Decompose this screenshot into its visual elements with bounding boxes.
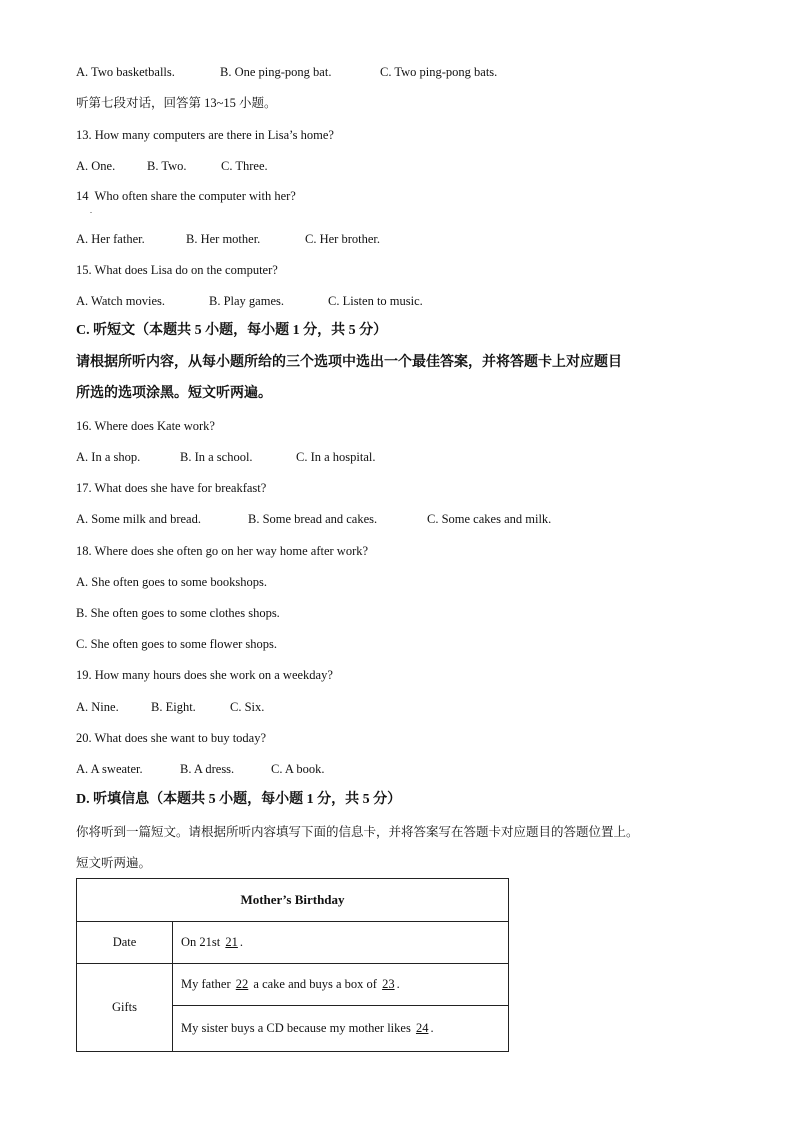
date-suffix: .: [239, 935, 243, 949]
q13-option-b: B. Two.: [147, 159, 187, 173]
blank-23: 23: [382, 977, 395, 991]
q20-option-a: A. A sweater.: [76, 762, 143, 776]
q12-option-c: C. Two ping-pong bats.: [380, 65, 498, 79]
question-19: 19. How many hours does she work on a weekday?: [76, 668, 333, 682]
q16-option-b: B. In a school.: [180, 450, 253, 464]
q14-option-c: C. Her brother.: [305, 232, 380, 246]
question-17: 17. What does she have for breakfast?: [76, 481, 267, 495]
blank-24: 24: [415, 1021, 429, 1035]
q14-option-b: B. Her mother.: [186, 232, 261, 246]
gift-row-2: [173, 1006, 509, 1052]
q20-option-c: C. A book.: [271, 762, 325, 776]
gift1-text-c: .: [396, 977, 400, 991]
q17-option-c: C. Some cakes and milk.: [427, 512, 552, 526]
gift2-text-b: .: [430, 1021, 434, 1035]
date-prefix: On 21st: [181, 935, 224, 949]
blank-22: 22: [235, 977, 249, 991]
gifts-label: Gifts: [77, 964, 173, 1052]
question-14: 14 Who often share the computer with her?: [76, 189, 296, 203]
question-20: 20. What does she want to buy today?: [76, 731, 267, 745]
q19-option-b: B. Eight.: [151, 700, 196, 714]
date-value: [173, 922, 509, 964]
section-c-instruction-1: 请根据所听内容，从每小题所给的三个选项中选出一个最佳答案，并将答题卡上对应题目: [76, 355, 622, 370]
q15-option-c: C. Listen to music.: [328, 294, 423, 308]
section-d-heading: D. 听填信息（本题共 5 小题，每小题 1 分，共 5 分）: [76, 792, 402, 807]
q18-option-b: B. She often goes to some clothes shops.: [76, 606, 280, 620]
section-c-heading: C. 听短文（本题共 5 小题，每小题 1 分，共 5 分）: [76, 323, 388, 338]
q19-option-c: C. Six.: [230, 700, 265, 714]
date-label: Date: [77, 922, 173, 964]
question-18: 18. Where does she often go on her way home after work?: [76, 544, 369, 558]
section-d-instruction-1: 你将听到一篇短文。请根据所听内容填写下面的信息卡，并将答案写在答题卡对应题目的答题位置上。: [76, 825, 639, 839]
q15-option-b: B. Play games.: [209, 294, 284, 308]
gift-row-1: [173, 964, 509, 1006]
q16-option-a: A. In a shop.: [76, 450, 141, 464]
gift1-text-a: My father: [181, 977, 234, 991]
q18-option-c: C. She often goes to some flower shops.: [76, 637, 278, 651]
q15-option-a: A. Watch movies.: [76, 294, 166, 308]
stray-dot: .: [90, 206, 92, 215]
q12-option-b: B. One ping-pong bat.: [220, 65, 332, 79]
q16-option-c: C. In a hospital.: [296, 450, 376, 464]
q17-option-b: B. Some bread and cakes.: [248, 512, 378, 526]
question-15: 15. What does Lisa do on the computer?: [76, 263, 278, 277]
q14-option-a: A. Her father.: [76, 232, 145, 246]
question-13: 13. How many computers are there in Lisa’s home?: [76, 128, 334, 142]
section7-instruction: 听第七段对话，回答第 13~15 小题。: [76, 96, 277, 110]
q19-option-a: A. Nine.: [76, 700, 119, 714]
q20-option-b: B. A dress.: [180, 762, 235, 776]
info-card-table: [76, 878, 509, 1052]
q12-option-a: A. Two basketballs.: [76, 65, 175, 79]
section-c-instruction-2: 所选的选项涂黑。短文听两遍。: [76, 386, 272, 401]
blank-21: 21: [225, 935, 238, 949]
q17-option-a: A. Some milk and bread.: [76, 512, 201, 526]
q18-option-a: A. She often goes to some bookshops.: [76, 575, 267, 589]
q13-option-c: C. Three.: [221, 159, 268, 173]
question-16: 16. Where does Kate work?: [76, 419, 215, 433]
q13-option-a: A. One.: [76, 159, 116, 173]
gift2-text-a: My sister buys a CD because my mother likes: [181, 1021, 414, 1035]
card-title: Mother’s Birthday: [77, 879, 509, 922]
gift1-text-b: a cake and buys a box of: [250, 977, 381, 991]
section-d-instruction-2: 短文听两遍。: [76, 856, 152, 870]
